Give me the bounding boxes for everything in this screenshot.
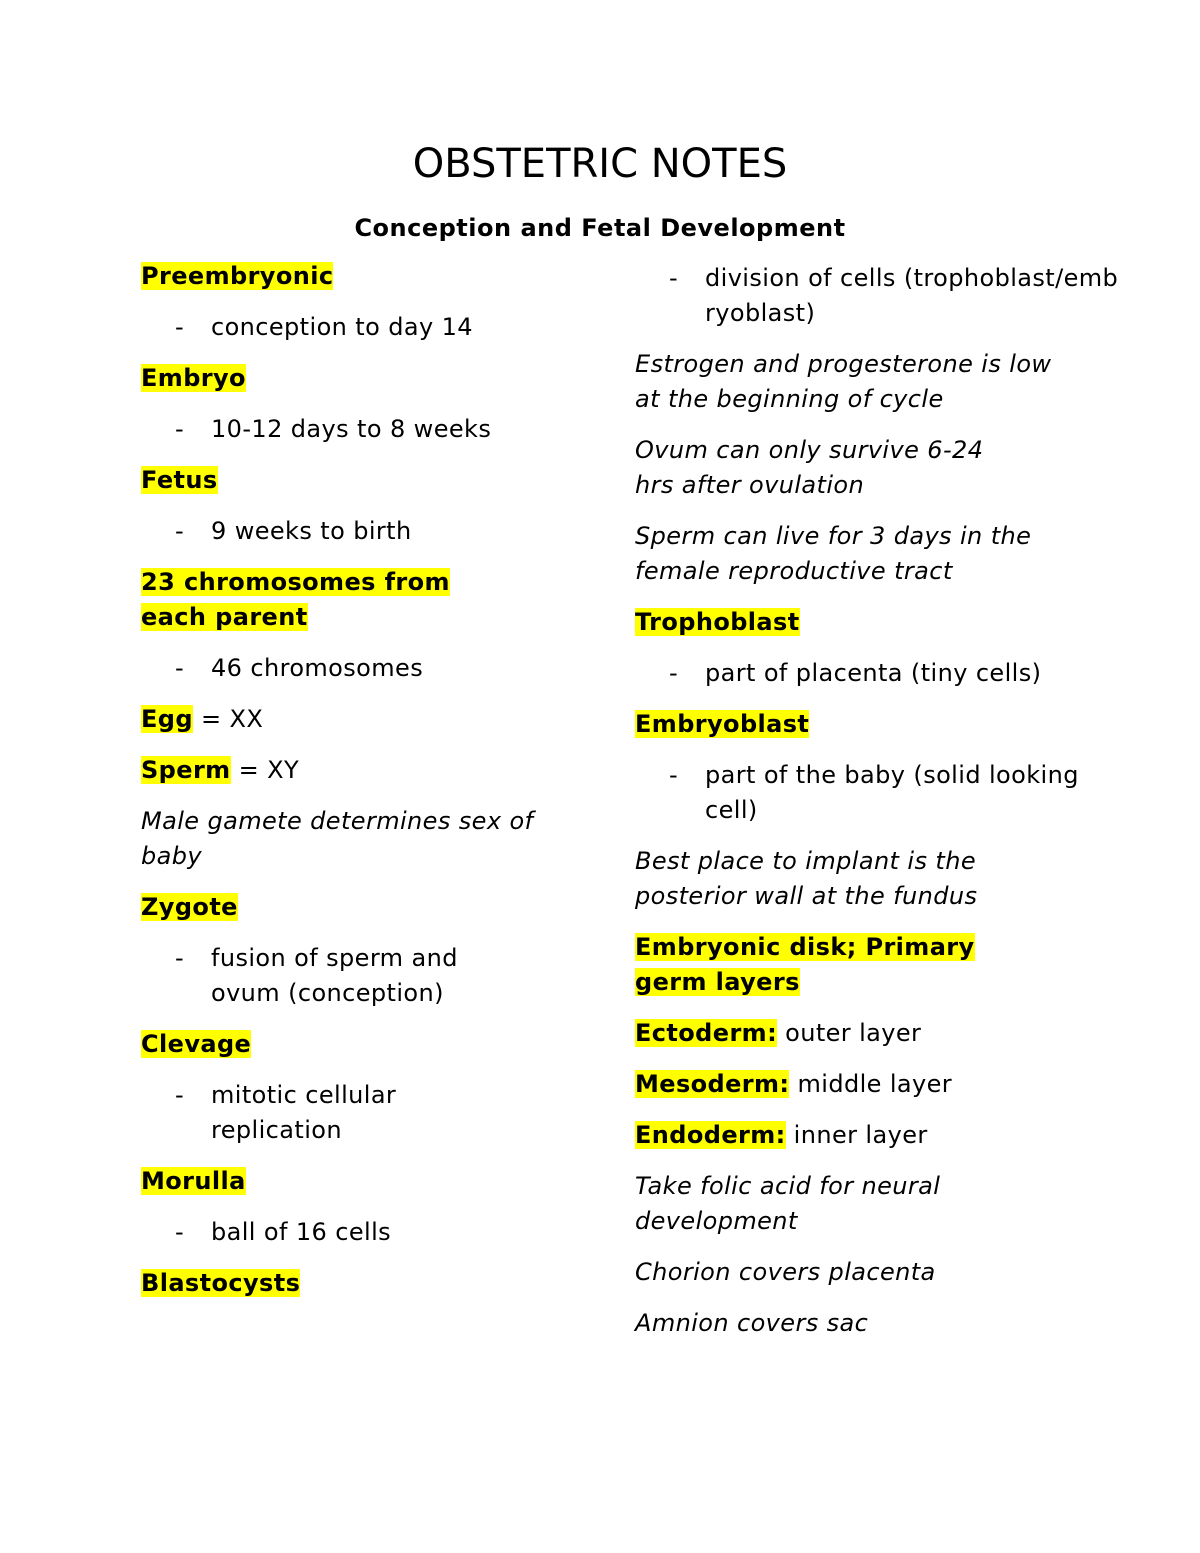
note-sperm-lifespan: Sperm can live for 3 days in the female reproductive tract <box>635 522 1032 585</box>
mesoderm-line: Mesoderm: middle layer <box>635 1070 953 1098</box>
heading-blastocysts: Blastocysts <box>141 1269 301 1297</box>
bullet-item: - part of placenta (tiny cells) <box>669 659 1042 687</box>
heading-embryo: Embryo <box>141 364 246 392</box>
heading-chromosomes: 23 chromosomes from each parent <box>141 568 450 631</box>
bullet-item: - fusion of sperm and ovum (conception) <box>175 944 458 1007</box>
note-amnion: Amnion covers sac <box>635 1309 869 1337</box>
heading-fetus: Fetus <box>141 466 218 494</box>
note-chorion: Chorion covers placenta <box>635 1258 936 1286</box>
bullet-item: - ball of 16 cells <box>175 1218 392 1246</box>
heading-trophoblast: Trophoblast <box>635 608 800 636</box>
bullet-item: - 10-12 days to 8 weeks <box>175 415 492 443</box>
heading-zygote: Zygote <box>141 893 238 921</box>
right-column <box>635 261 1119 1357</box>
bullet-item: - 46 chromosomes <box>175 654 424 682</box>
note-implant: Best place to implant is the posterior wall at the fundus <box>635 847 978 910</box>
bullet-item: - 9 weeks to birth <box>175 517 412 545</box>
ectoderm-line: Ectoderm: outer layer <box>635 1019 922 1047</box>
heading-preembryonic: Preembryonic <box>141 262 334 290</box>
note-ovum: Ovum can only survive 6-24hrs after ovulation <box>635 436 984 499</box>
note-male-gamete: Male gamete determines sex of baby <box>141 807 534 870</box>
bullet-item: - mitotic cellular replication <box>175 1081 397 1144</box>
heading-embryoblast: Embryoblast <box>635 710 810 738</box>
bullet-item: - conception to day 14 <box>175 313 473 341</box>
note-estrogen: Estrogen and progesterone is low at the beginning of cycle <box>635 350 1052 413</box>
egg-line: Egg = XX <box>141 705 264 733</box>
note-folic-acid: Take folic acid for neural development <box>635 1172 941 1235</box>
left-column <box>141 259 561 1317</box>
bullet-item: - division of cells (trophoblast/embryoblast) <box>669 264 1119 327</box>
heading-embryonic-disk: Embryonic disk; Primary germ layers <box>635 933 975 996</box>
heading-clevage: Clevage <box>141 1030 252 1058</box>
sperm-line: Sperm = XY <box>141 756 300 784</box>
endoderm-line: Endoderm: inner layer <box>635 1121 928 1149</box>
document-title: OBSTETRIC NOTES <box>412 141 788 187</box>
heading-morulla: Morulla <box>141 1167 246 1195</box>
document-subtitle: Conception and Fetal Development <box>354 214 846 242</box>
bullet-item: - part of the baby (solid looking cell) <box>669 761 1079 824</box>
